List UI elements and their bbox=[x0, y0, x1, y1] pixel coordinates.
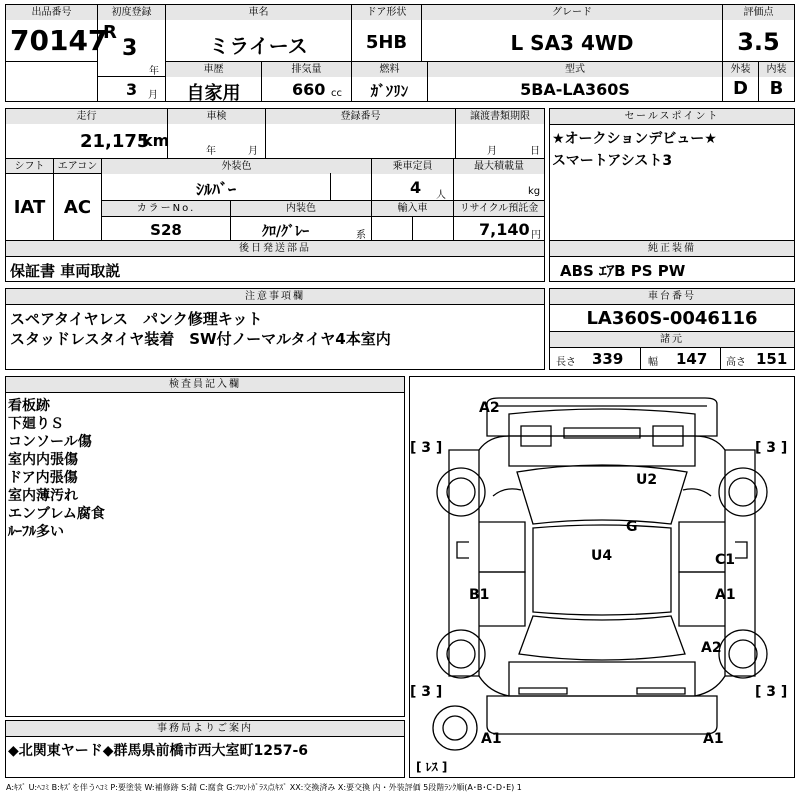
inspector-note-7: エンブレム腐食 bbox=[8, 506, 105, 522]
inspector-label: 検査員記入欄 bbox=[6, 377, 404, 393]
score-label: 評価点 bbox=[723, 5, 794, 20]
shift-label: シフト bbox=[6, 159, 53, 174]
displacement-label: 排気量 bbox=[262, 62, 351, 77]
sales-point-label: セールスポイント bbox=[550, 109, 794, 125]
later-parts-label: 後日発送部品 bbox=[6, 241, 544, 256]
mileage-unit: km bbox=[142, 131, 170, 150]
model-label: 型式 bbox=[428, 62, 722, 77]
sales-point-2: スマートアシスト3 bbox=[552, 153, 673, 169]
import-label: 輸入車 bbox=[372, 201, 453, 216]
chassis-label: 車台番号 bbox=[550, 289, 794, 305]
tire-tread-rear-left: [ 3 ] bbox=[410, 684, 443, 700]
inspector-note-5: ドア内張傷 bbox=[8, 470, 78, 486]
displacement: 660 bbox=[292, 80, 326, 99]
max-load-unit: kg bbox=[528, 186, 541, 197]
model: 5BA-LA360S bbox=[520, 80, 630, 99]
fuel-label: 燃料 bbox=[352, 62, 427, 77]
note-line-2: スタッドレスタイヤ装着 SW付ノーマルタイヤ4本室内 bbox=[10, 330, 391, 348]
inspector-note-1: 看板跡 bbox=[8, 398, 50, 414]
grade-label: グレード bbox=[422, 5, 722, 20]
car-name-label: 車名 bbox=[166, 5, 351, 20]
recycle-label: リサイクル預託金 bbox=[454, 201, 544, 216]
transfer-day-unit: 日 bbox=[530, 146, 540, 157]
later-parts: 保証書 車両取説 bbox=[10, 262, 121, 280]
interior-grade: B bbox=[769, 78, 784, 99]
mark-a1-bottom-left: A1 bbox=[481, 731, 502, 747]
reg-year: 3 bbox=[122, 36, 138, 61]
transfer-month-unit: 月 bbox=[487, 146, 497, 157]
reg-no-label: 登録番号 bbox=[266, 109, 455, 124]
notes-label: 注意事項欄 bbox=[6, 289, 544, 305]
sales-point-1: ★オークションデビュー★ bbox=[552, 131, 717, 147]
mark-u2: U2 bbox=[636, 472, 658, 488]
era: R bbox=[103, 22, 117, 43]
lot-no-label: 出品番号 bbox=[6, 5, 97, 20]
first-reg-label: 初度登録 bbox=[98, 5, 165, 20]
door-label: ドア形状 bbox=[352, 5, 421, 20]
mark-a2-front: A2 bbox=[479, 400, 500, 416]
mark-c1: C1 bbox=[715, 552, 736, 568]
specs-label: 諸元 bbox=[550, 332, 794, 347]
width: 147 bbox=[676, 350, 708, 368]
recycle: 7,140 bbox=[479, 220, 530, 239]
mileage: 21,175 bbox=[80, 131, 150, 152]
width-label: 幅 bbox=[648, 357, 658, 368]
length: 339 bbox=[592, 350, 624, 368]
legend: A:ｷｽﾞ U:ﾍｺﾐ B:ｷｽﾞを伴うﾍｺﾐ P:要塗装 W:補修跡 S:錆 C:腐食 G:ﾌﾛﾝﾄｶﾞﾗｽ点ｷｽﾞ XX:交換済み X:要交換 内・外装評価 5段階ﾗﾝｸ順(A･B･C･D･E) 1 bbox=[6, 783, 522, 792]
exterior-grade: D bbox=[733, 78, 748, 99]
office-note: ◆北関東ヤード◆群馬県前橋市西大室町1257-6 bbox=[8, 743, 309, 759]
door-type: 5HB bbox=[365, 32, 408, 53]
tire-tread-front-right: [ 3 ] bbox=[755, 440, 788, 456]
tire-tread-rear-right: [ 3 ] bbox=[755, 684, 788, 700]
score: 3.5 bbox=[737, 28, 780, 56]
inspector-note-6: 室内薄汚れ bbox=[8, 488, 78, 504]
height-label: 高さ bbox=[726, 357, 746, 368]
inspector-note-8: ﾙｰﾌﾙ多い bbox=[8, 524, 64, 540]
max-load-label: 最大積載量 bbox=[454, 159, 544, 174]
history: 自家用 bbox=[186, 83, 241, 104]
month-unit: 月 bbox=[148, 90, 158, 101]
shift: IAT bbox=[13, 197, 46, 218]
grade: L SA3 4WD bbox=[510, 31, 634, 55]
transfer-label: 譲渡書類期限 bbox=[456, 109, 544, 124]
int-color: ｸﾛ/ｸﾞﾚｰ bbox=[262, 224, 310, 240]
mark-u4: U4 bbox=[591, 548, 613, 564]
inspector-note-4: 室内内張傷 bbox=[8, 452, 78, 468]
capacity-unit: 人 bbox=[436, 190, 446, 201]
ext-color: ｼﾙﾊﾞｰ bbox=[195, 180, 236, 199]
history-label: 車歴 bbox=[166, 62, 261, 77]
year-unit: 年 bbox=[149, 66, 159, 77]
mark-a2-rear: A2 bbox=[701, 640, 722, 656]
chassis-number: LA360S-0046116 bbox=[586, 308, 758, 329]
inspection-label: 車検 bbox=[168, 109, 265, 124]
inspector-box bbox=[5, 376, 405, 717]
color-no-label: カラーNo. bbox=[102, 201, 230, 216]
genuine-equipment: ABS ｴｱB PS PW bbox=[560, 262, 686, 280]
ext-color-label: 外装色 bbox=[102, 159, 371, 174]
genuine-label: 純正装備 bbox=[550, 241, 794, 256]
recycle-unit: 円 bbox=[531, 230, 541, 241]
inspection-month-unit: 月 bbox=[248, 146, 258, 157]
fuel: ｶﾞｿﾘﾝ bbox=[370, 82, 409, 100]
aircon: AC bbox=[63, 197, 92, 218]
lot-number: 70147 bbox=[10, 24, 108, 57]
inspection-year-unit: 年 bbox=[206, 146, 216, 157]
int-color-label: 内装色 bbox=[231, 201, 371, 216]
capacity: 4 bbox=[410, 178, 422, 197]
mark-g: G bbox=[626, 519, 638, 535]
tire-tread-front-left: [ 3 ] bbox=[410, 440, 443, 456]
mileage-label: 走行 bbox=[6, 109, 167, 124]
mark-a1-bottom-right: A1 bbox=[703, 731, 724, 747]
capacity-label: 乗車定員 bbox=[372, 159, 453, 174]
int-color-suffix: 系 bbox=[356, 230, 366, 241]
inspector-note-3: コンソール傷 bbox=[8, 434, 92, 450]
interior-label: 内装 bbox=[759, 62, 794, 77]
mark-a1-right: A1 bbox=[715, 587, 736, 603]
color-no: S28 bbox=[150, 221, 182, 239]
reg-month: 3 bbox=[126, 80, 138, 99]
inspector-note-2: 下廻りＳ bbox=[8, 416, 64, 432]
mark-b1: B1 bbox=[469, 587, 490, 603]
car-name: ミライース bbox=[209, 34, 308, 58]
note-line-1: スペアタイヤレス パンク修理キット bbox=[10, 310, 263, 328]
length-label: 長さ bbox=[556, 357, 576, 368]
displacement-unit: cc bbox=[331, 88, 342, 99]
height: 151 bbox=[756, 350, 788, 368]
office-label: 事務局よりご案内 bbox=[6, 721, 404, 737]
spare-tire-status: [ ﾚｽ ] bbox=[416, 760, 448, 774]
exterior-label: 外装 bbox=[723, 62, 758, 77]
aircon-label: エアコン bbox=[54, 159, 101, 174]
car-outline-diagram bbox=[409, 376, 795, 778]
